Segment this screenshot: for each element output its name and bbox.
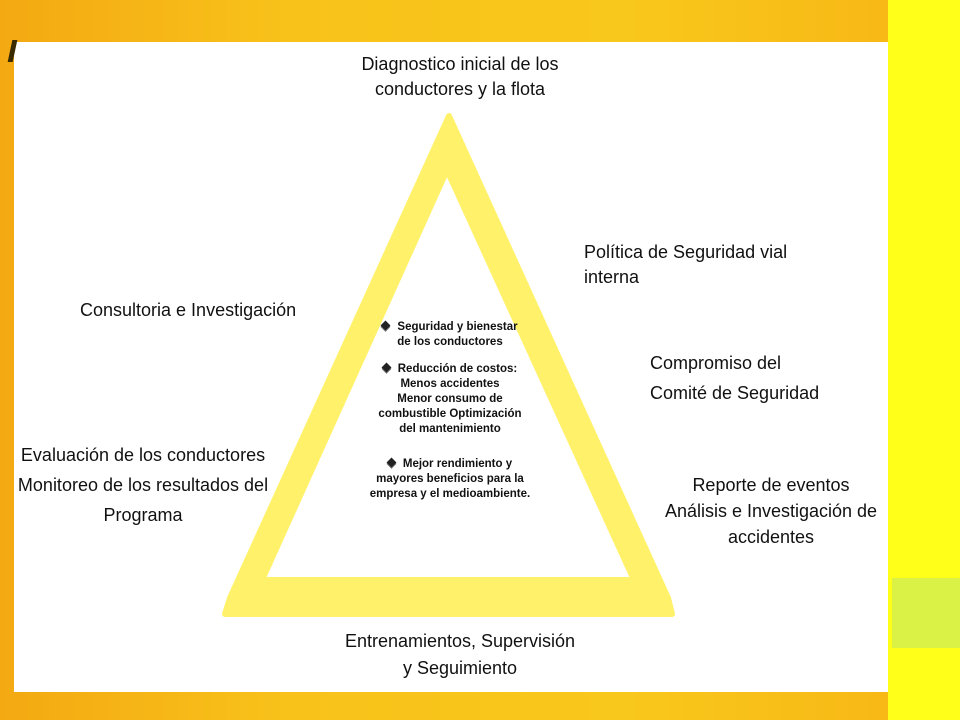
label-politica: Política de Seguridad vial interna xyxy=(584,242,788,287)
benefit-rendimiento: Mejor rendimiento y mayores beneficios para la empresa y el medioambiente. xyxy=(369,458,531,500)
label-reporte: Reporte de eventos Análisis e Investigación de accidentes xyxy=(664,475,878,547)
bullet-diamond-icon xyxy=(381,363,391,373)
benefit-reduccion: Reducción de costos: Menos accidentes Menor consumo de combustible Optimización del mantenimiento xyxy=(378,363,522,435)
bullet-diamond-icon xyxy=(381,321,391,331)
label-compromiso: Compromiso del Comité de Seguridad xyxy=(650,353,820,403)
label-entrenamientos: Entrenamientos, Supervisión y Seguimiento xyxy=(344,631,576,678)
triangle-center-text xyxy=(340,320,560,514)
label-diagnostico: Diagnostico inicial de los conductores y la flota xyxy=(361,54,559,99)
label-consultoria: Consultoria e Investigación xyxy=(80,300,297,320)
bullet-diamond-icon xyxy=(386,458,396,468)
benefit-seguridad: Seguridad y bienestar de los conductores xyxy=(340,320,560,350)
label-evaluacion: Evaluación de los conductores Monitoreo de los resultados del Programa xyxy=(17,445,269,525)
